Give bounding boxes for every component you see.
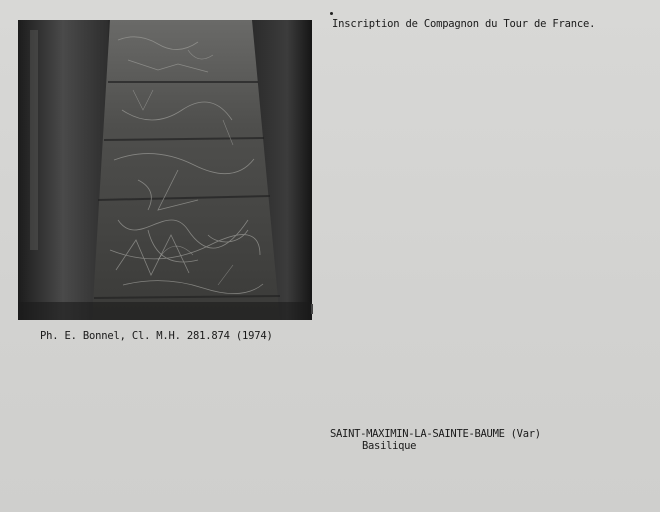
stone-pillar-image bbox=[18, 20, 312, 320]
building-label: Basilique bbox=[362, 440, 417, 452]
location-label: SAINT-MAXIMIN-LA-SAINTE-BAUME (Var) bbox=[330, 428, 541, 440]
caption-bullet bbox=[330, 12, 333, 15]
inscription-photo bbox=[18, 20, 312, 320]
photo-edge-mark bbox=[311, 304, 313, 314]
photo-caption: Inscription de Compagnon du Tour de France. bbox=[332, 18, 596, 30]
photo-credit: Ph. E. Bonnel, Cl. M.H. 281.874 (1974) bbox=[40, 330, 273, 342]
